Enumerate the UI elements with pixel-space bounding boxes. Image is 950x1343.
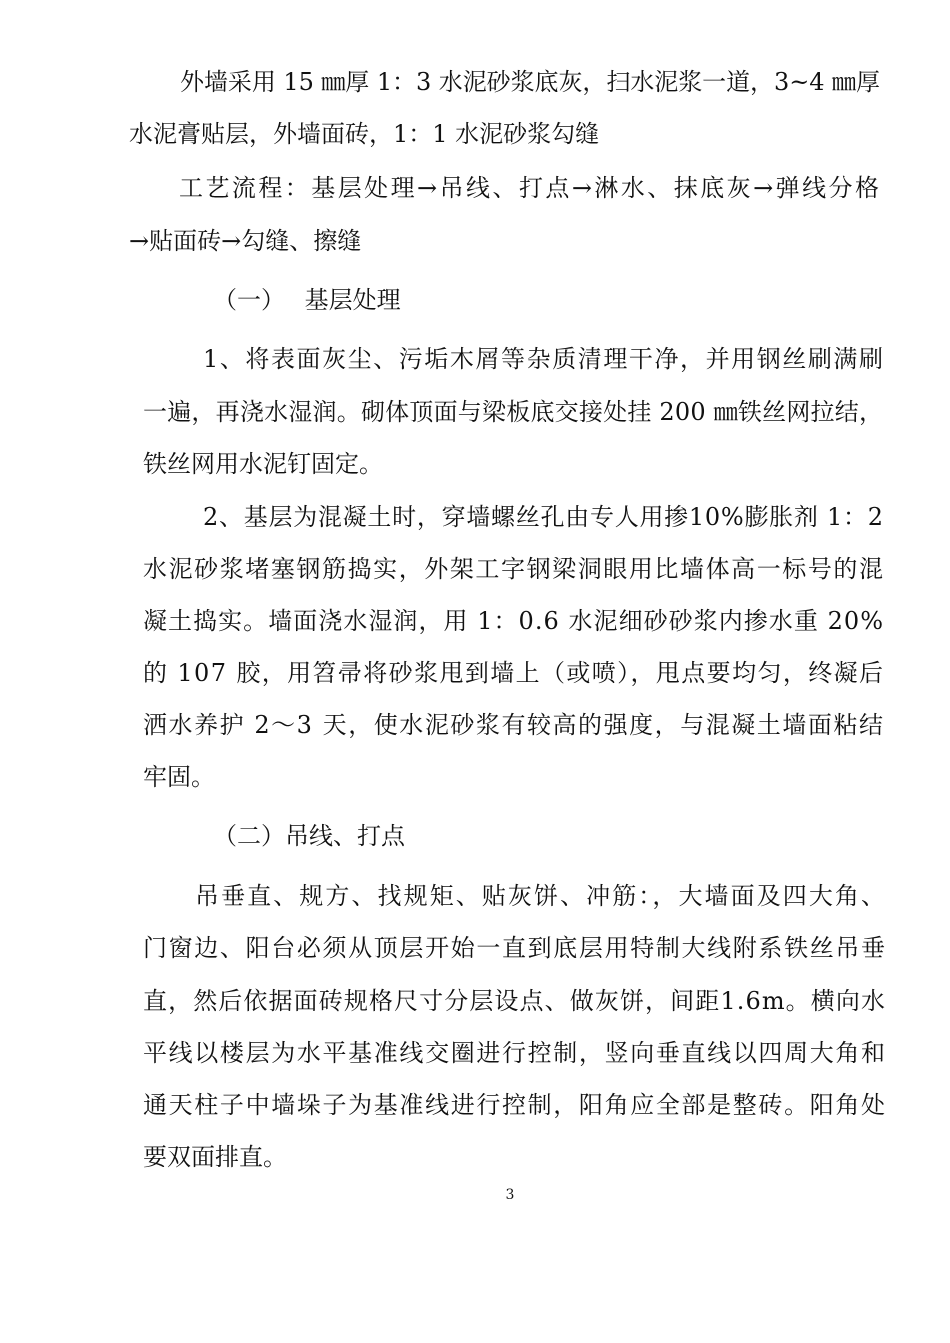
text-line: 直，然后依据面砖规格尺寸分层设点、做灰饼，间距1.6m。横向水 <box>143 987 887 1015</box>
text-line: 的 107 胶，用笤帚将砂浆甩到墙上（或喷），甩点要均匀，终凝后 <box>143 659 885 687</box>
text-line: 工艺流程：基层处理→吊线、打点→淋水、抹底灰→弹线分格 <box>179 174 882 202</box>
section-heading: （一） 基层处理 <box>213 286 401 314</box>
text-line: 平线以楼层为水平基准线交圈进行控制，竖向垂直线以四周大角和 <box>143 1039 887 1067</box>
text-line: 凝土捣实。墙面浇水湿润，用 1：0.6 水泥细砂砂浆内掺水重 20% <box>143 607 885 635</box>
text-line: 水泥膏贴层，外墙面砖，1：1 水泥砂浆勾缝 <box>129 120 600 148</box>
text-line: 一遍，再浇水湿润。砌体顶面与梁板底交接处挂 200 ㎜铁丝网拉结， <box>143 398 884 426</box>
text-line: 2、基层为混凝土时，穿墙螺丝孔由专人用掺10%膨胀剂 1：2 <box>203 503 884 531</box>
text-line: 洒水养护 2～3 天，使水泥砂浆有较高的强度，与混凝土墙面粘结 <box>143 711 885 739</box>
text-line: 铁丝网用水泥钉固定。 <box>143 450 383 478</box>
text-line: 外墙采用 15 ㎜厚 1：3 水泥砂浆底灰，扫水泥浆一道，3~4 ㎜厚 <box>180 68 880 96</box>
text-line: 要双面排直。 <box>143 1143 287 1171</box>
text-line: 通天柱子中墙垛子为基准线进行控制，阳角应全部是整砖。阳角处 <box>143 1091 887 1119</box>
text-line: 门窗边、阳台必须从顶层开始一直到底层用特制大线附系铁丝吊垂 <box>143 934 887 962</box>
text-line: 吊垂直、规方、找规矩、贴灰饼、冲筋：，大墙面及四大角、 <box>195 882 888 910</box>
text-line: 水泥砂浆堵塞钢筋捣实，外架工字钢梁洞眼用比墙体高一标号的混 <box>143 555 885 583</box>
page-number: 3 <box>505 1187 515 1203</box>
text-line: →贴面砖→勾缝、擦缝 <box>129 227 362 255</box>
text-line: 牢固。 <box>143 763 215 791</box>
text-line: 1、将表面灰尘、污垢木屑等杂质清理干净，并用钢丝刷满刷 <box>203 345 885 373</box>
section-heading: （二）吊线、打点 <box>213 822 405 850</box>
